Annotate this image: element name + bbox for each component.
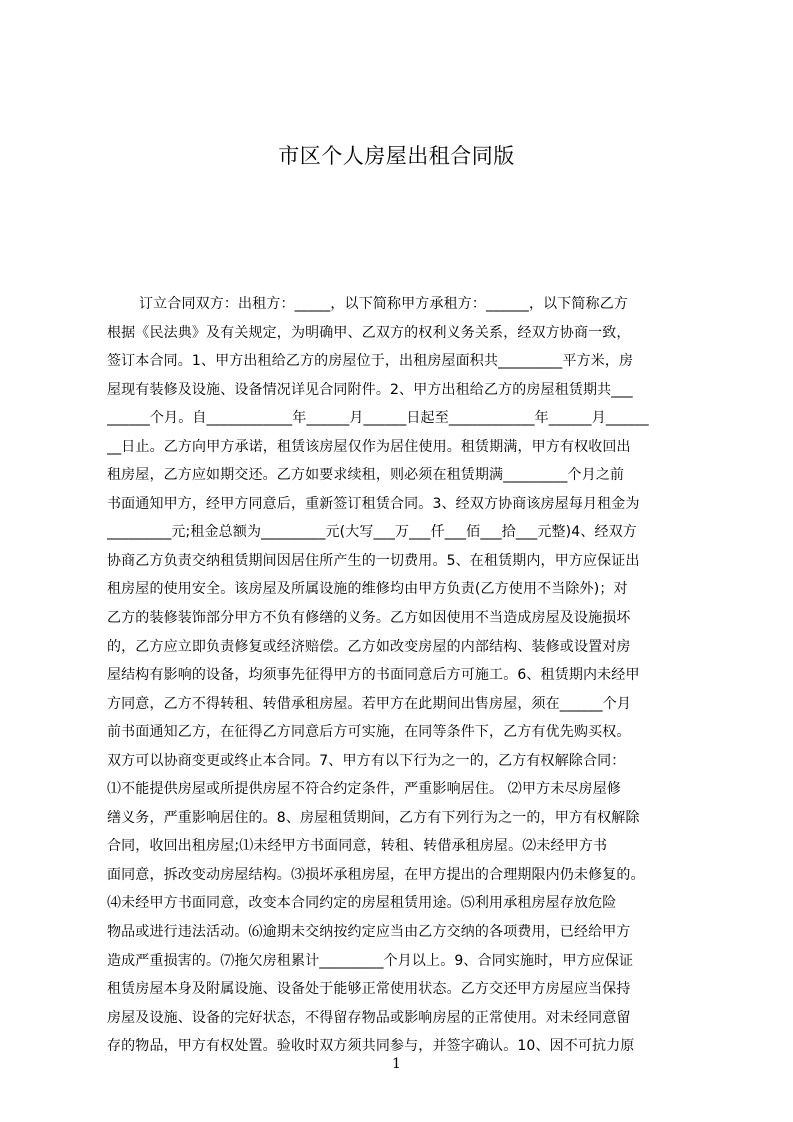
text-line: 双方可以协商变更或终止本合同。7、甲方有以下行为之一的，乙方有权解除合同： [107,752,626,769]
text-line: 租房屋的使用安全。该房屋及所属设施的维修均由甲方负责(乙方使用不当除外)；对 [107,581,628,598]
page-title: 市区个人房屋出租合同版 [278,144,515,168]
text-line: 租房屋，乙方应如期交还。乙方如要求续租，则必须在租赁期满_________个月之前 [107,467,625,484]
text-line: ⑴不能提供房屋或所提供房屋不符合约定条件，严重影响居住。 ⑵甲方未尽房屋修 [107,781,621,798]
text-line: ⑷未经甲方书面同意，改变本合同约定的房屋租赁用途。⑸利用承租房屋存放危险 [107,895,617,912]
text-line: 订立合同双方：出租方：_____，以下简称甲方承租方：______，以下简称乙方 [139,296,628,312]
text-line: 房屋及设施、设备的完好状态，不得留存物品或影响房屋的正常使用。对未经同意留 [107,1009,631,1026]
text-line: 存的物品，甲方有权处置。验收时双方须共同参与，并签字确认。10、因不可抗力原 [107,1038,635,1055]
text-line: 造成严重损害的。⑺拖欠房租累计_________个月以上。9、合同实施时，甲方应保证 [107,952,634,969]
text-line: 乙方的装修装饰部分甲方不负有修缮的义务。乙方如因使用不当造成房屋及设施损坏 [107,610,631,627]
text-line: 的，乙方应立即负责修复或经济赔偿。乙方如改变房屋的内部结构、装修或设置对房 [107,638,631,655]
text-line: 书面通知甲方，经甲方同意后，重新签订租赁合同。3、经双方协商该房屋每月租金为 [107,495,640,512]
text-line: 签订本合同。1、甲方出租给乙方的房屋位于，出租房屋面积共_________平方米，房 [107,353,634,370]
text-line: 租赁房屋本身及附属设施、设备处于能够正常使用状态。乙方交还甲方房屋应当保持 [107,981,631,998]
text-line: 面同意，拆改变动房屋结构。⑶损坏承租房屋，在甲方提出的合理期限内仍未修复的。 [107,866,645,883]
text-line: 根据《民法典》及有关规定，为明确甲、乙双方的权利义务关系，经双方协商一致， [107,324,631,341]
text-line: 方同意，乙方不得转租、转借承租房屋。若甲方在此期间出售房屋，须在______个月 [107,695,631,712]
text-line: 物品或进行违法活动。⑹逾期未交纳按约定应当由乙方交纳的各项费用，已经给甲方 [107,924,631,941]
contract-body [107,290,697,1061]
text-line: 屋现有装修及设施、设备情况详见合同附件。2、甲方出租给乙方的房屋租赁期共___ [107,381,633,398]
text-line: ______个月。自____________年______月______日起至____________年______月______ [107,410,649,427]
text-line: 合同，收回出租房屋;⑴未经甲方书面同意，转租、转借承租房屋。⑵未经甲方书 [107,838,608,855]
text-line: __日止。乙方向甲方承诺，租赁该房屋仅作为居住使用。租赁期满，甲方有权收回出 [107,438,631,455]
text-line: 协商乙方负责交纳租赁期间因居住所产生的一切费用。5、在租赁期内，甲方应保证出 [107,552,640,569]
text-line: 屋结构有影响的设备，均须事先征得甲方的书面同意后方可施工。6、租赁期内未经甲 [107,667,640,684]
text-line: 前书面通知乙方，在征得乙方同意后方可实施，在同等条件下，乙方有优先购买权。 [107,724,631,741]
page-number: 1 [392,1056,401,1072]
text-line: 缮义务，严重影响居住的。8、房屋租赁期间，乙方有下列行为之一的，甲方有权解除 [107,809,640,826]
text-line: _________元;租金总额为_________元(大写___万___仟___佰___拾___元整)4、经双方 [107,524,637,541]
